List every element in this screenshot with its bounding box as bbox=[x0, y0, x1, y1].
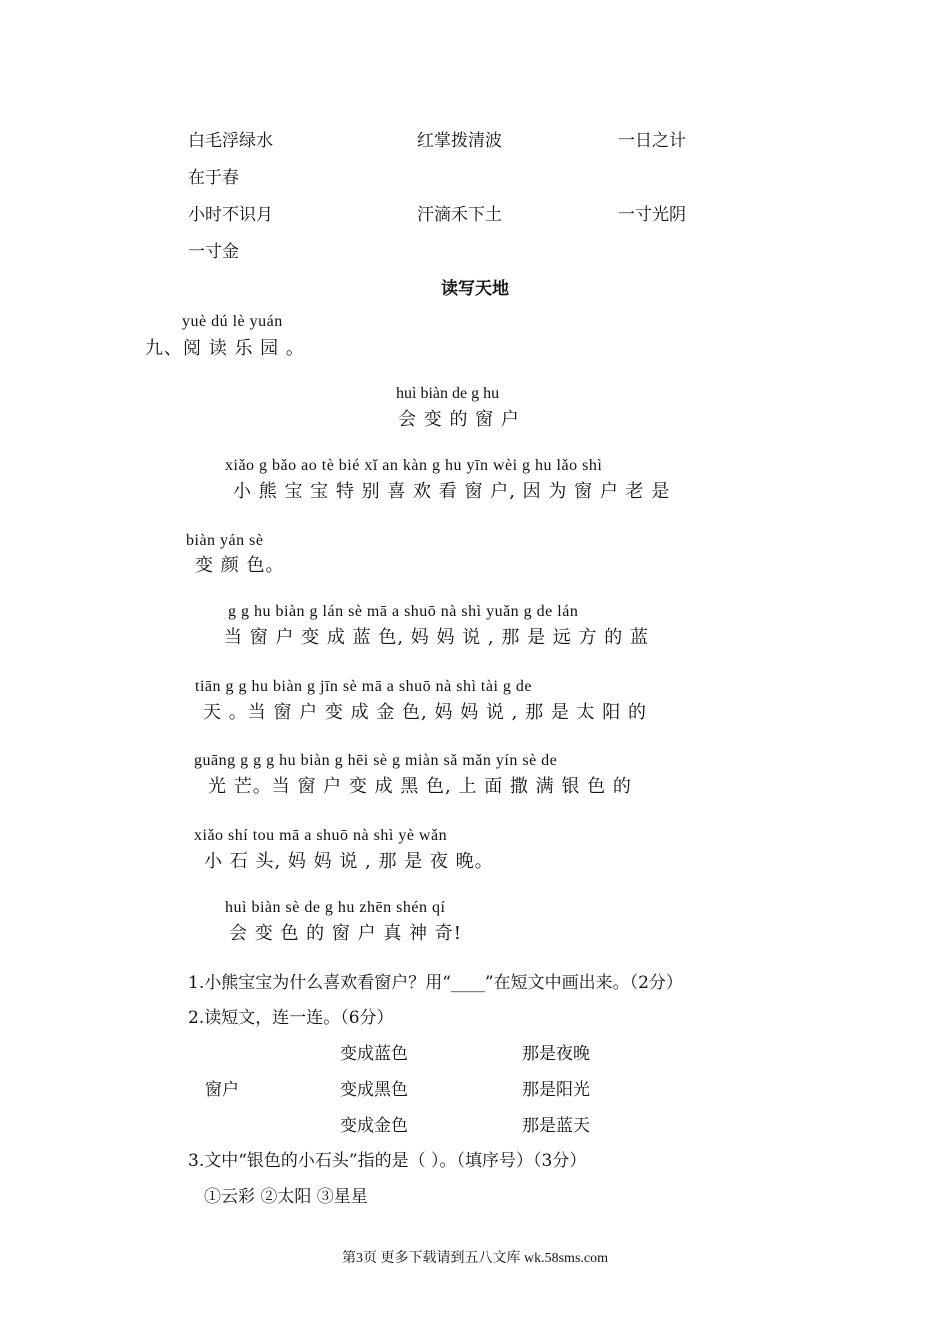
story-text-line: 会 变 色 的 窗 户 真 神 奇! bbox=[229, 923, 463, 944]
poem-cell: 白毛浮绿水 bbox=[188, 131, 273, 151]
question-3: 3.文中“银色的小石头”指的是（ ）。（填序号）（3分） bbox=[188, 1151, 587, 1171]
match-middle-item: 变成金色 bbox=[340, 1116, 408, 1136]
story-text-line: 当 窗 户 变 成 蓝 色, 妈 妈 说 , 那 是 远 方 的 蓝 bbox=[224, 627, 649, 648]
page-footer: 第3页 更多下载请到五八文库 wk.58sms.com bbox=[342, 1251, 608, 1266]
story-text-line: 天 。当 窗 户 变 成 金 色, 妈 妈 说 , 那 是 太 阳 的 bbox=[203, 702, 647, 723]
story-pinyin-line: xiǎo g bǎo ao tè bié xǐ an kàn g hu yīn wèi g hu lǎo shì bbox=[225, 457, 603, 474]
story-pinyin-line: huì biàn sè de g hu zhēn shén qí bbox=[225, 899, 446, 916]
story-pinyin-line: xiǎo shí tou mā a shuō nà shì yè wǎn bbox=[194, 827, 448, 844]
story-pinyin-line: tiān g g hu biàn g jīn sè mā a shuō nà shì tài g de bbox=[195, 678, 532, 695]
q9-label: 九、阅 读 乐 园 。 bbox=[145, 338, 305, 359]
question-3-options: ①云彩 ②太阳 ③星星 bbox=[204, 1187, 368, 1207]
story-pinyin-line: guāng g g g hu biàn g hēi sè g miàn sǎ mǎn yín sè de bbox=[194, 752, 558, 769]
story-title-pinyin: huì biàn de g hu bbox=[396, 385, 500, 402]
story-text-line: 小 熊 宝 宝 特 别 喜 欢 看 窗 户, 因 为 窗 户 老 是 bbox=[233, 481, 671, 502]
story-text-line: 光 芒。当 窗 户 变 成 黑 色, 上 面 撒 满 银 色 的 bbox=[208, 776, 632, 797]
story-text-line: 小 石 头, 妈 妈 说 , 那 是 夜 晚。 bbox=[204, 851, 494, 872]
poem-cell: 一寸光阴 bbox=[618, 205, 686, 225]
poem-cell: 红掌拨清波 bbox=[417, 131, 502, 151]
story-pinyin-line: biàn yán sè bbox=[186, 532, 264, 549]
section-title: 读写天地 bbox=[441, 279, 509, 299]
question-1: 1.小熊宝宝为什么喜欢看窗户？用“____”在短文中画出来。（2分） bbox=[188, 973, 683, 993]
question-2: 2.读短文，连一连。（6分） bbox=[188, 1008, 394, 1028]
story-title: 会 变 的 窗 户 bbox=[398, 409, 520, 430]
match-middle-item: 变成蓝色 bbox=[340, 1044, 408, 1064]
poem-cell: 一日之计 bbox=[618, 131, 686, 151]
match-left-item: 窗户 bbox=[205, 1080, 239, 1100]
story-pinyin-line: g g hu biàn g lán sè mā a shuō nà shì yuǎn g de lán bbox=[228, 603, 579, 620]
match-middle-item: 变成黑色 bbox=[340, 1080, 408, 1100]
match-right-item: 那是夜晚 bbox=[522, 1044, 590, 1064]
poem-row-4: 一寸金 bbox=[188, 242, 239, 262]
match-right-item: 那是蓝天 bbox=[522, 1116, 590, 1136]
poem-cell: 小时不识月 bbox=[188, 205, 273, 225]
match-right-item: 那是阳光 bbox=[522, 1080, 590, 1100]
q9-pinyin: yuè dú lè yuán bbox=[182, 313, 283, 330]
poem-row-2: 在于春 bbox=[188, 168, 239, 188]
story-text-line: 变 颜 色。 bbox=[195, 555, 285, 576]
poem-cell: 汗滴禾下土 bbox=[417, 205, 502, 225]
